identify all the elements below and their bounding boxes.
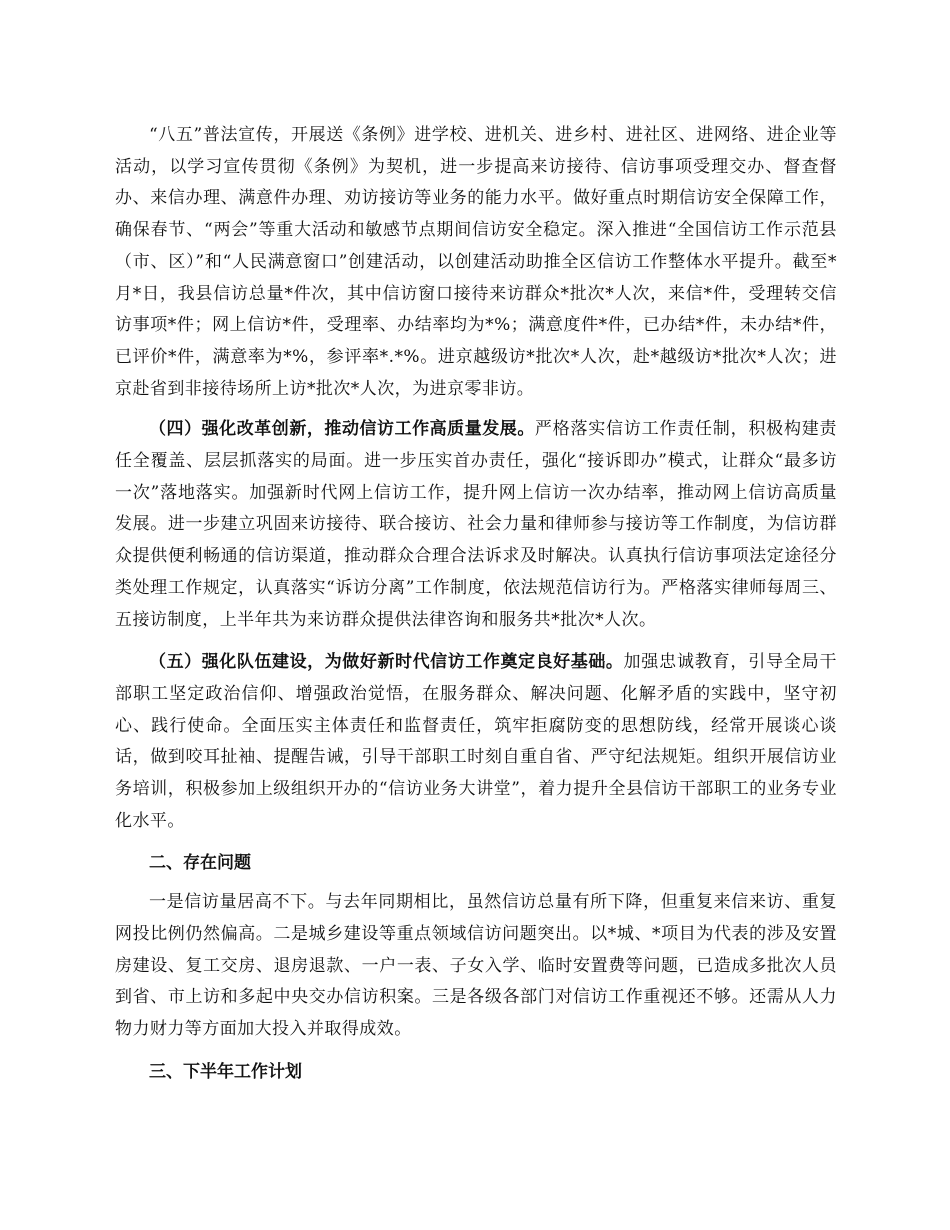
paragraph-propaganda: “八五”普法宣传，开展送《条例》进学校、进机关、进乡村、进社区、进网络、进企业等活动，以学习宣传贯彻《条例》为契机，进一步提高来访接待、信访事项受理交办、督查督办、来信办理、满意件办理、劝访接访等业务的能力水平。做好重点时期信访安全保障工作，确保春节、“两会”等重大活动和敏感节点期间信访安全稳定。深入推进“全国信访工作示范县（市、区）”和“人民满意窗口”创建活动，以创建活动助推全区信访工作整体水平提升。截至*月*日，我县信访总量*件次，其中信访窗口接待来访群众*批次*人次，来信*件，受理转交信访事项*件；网上信访*件，受理率、办结率均为*%；满意度件*件，已办结*件，未办结*件，已评价*件，满意率为*%，参评率*.*%。进京越级访*批次*人次，赴*越级访*批次*人次；进京赴省到非接待场所上访*批次*人次，为进京零非访。 <box>115 125 837 399</box>
section-title-problems: 二、存在问题 <box>149 853 251 874</box>
paragraph-heading-reform: （四）强化改革创新，推动信访工作高质量发展。 <box>149 419 535 440</box>
section-title-plan: 三、下半年工作计划 <box>149 1061 302 1082</box>
paragraph-body-reform: 严格落实信访工作责任制，积极构建责任全覆盖、层层抓落实的局面。进一步压实首办责任，强化“接诉即办”模式，让群众“最多访一次”落地落实。加强新时代网上信访工作，提升网上信访一次办结率，推动网上信访高质量发展。进一步建立巩固来访接待、联合接访、社会力量和律师参与接访等工作制度，为信访群众提供便利畅通的信访渠道，推动群众合理合法诉求及时解决。认真执行信访事项法定途径分类处理工作规定，认真落实“诉访分离”工作制度，依法规范信访行为。严格落实律师每周三、五接访制度，上半年共为来访群众提供法律咨询和服务共*批次*人次。 <box>115 419 837 630</box>
document-page <box>115 120 837 1095</box>
paragraph-problems: 一是信访量居高不下。与去年同期相比，虽然信访总量有所下降，但重复来信来访、重复网投比例仍然偏高。二是城乡建设等重点领域信访问题突出。以*城、*项目为代表的涉及安置房建设、复工交房、退房退款、一户一表、子女入学、临时安置费等问题，已造成多批次人员到省、市上访和多起中央交办信访积案。三是各级各部门对信访工作重视还不够。还需从人力物力财力等方面加大投入并取得成效。 <box>115 892 837 1039</box>
paragraph-body-team: 加强忠诚教育，引导全局干部职工坚定政治信仰、增强政治觉悟，在服务群众、解决问题、化解矛盾的实践中，坚守初心、践行使命。全面压实主体责任和监督责任，筑牢拒腐防变的思想防线，经常开展谈心谈话，做到咬耳扯袖、提醒告诫，引导干部职工时刻自重自省、严守纪法规矩。组织开展信访业务培训，积极参加上级组织开办的“信访业务大讲堂”，着力提升全县信访干部职工的业务专业化水平。 <box>115 652 837 831</box>
paragraph-team-building <box>115 647 837 837</box>
paragraph-reform-innovation <box>115 414 837 636</box>
paragraph-heading-team: （五）强化队伍建设，为做好新时代信访工作奠定良好基础。 <box>149 652 624 673</box>
